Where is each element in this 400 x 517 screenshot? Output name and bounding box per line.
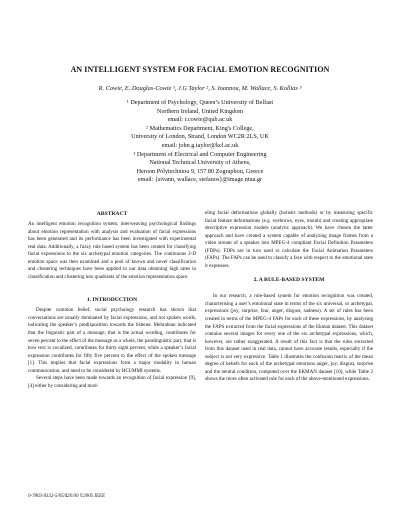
affiliations xyxy=(40,99,360,185)
introduction-paragraph: Several steps have been made towards an recognition of facial expression [9],[4] either by considering and mod- xyxy=(28,375,196,389)
author-list: R. Cowie, E. Douglas-Cowie ¹, J.G Taylor ², S. Ioannou, M. Wallace, S. Kollias ³ xyxy=(98,85,302,92)
introduction-continued: eling facial deformations globally (holistic methods) or by measuring specific facial feature deformations (e.g. eyebrows, eyes, mouth) and creating appropriate descriptive expression models (analytic approach). We have chosen the latter approach and have created a system capable of analyzing image frames from a video stream of a speaker into MPEG-4 compliant Facial Definition Parameters (FDPs). FDPs are in turn used to calculate the Facial Animation Parameters (FAPs). The FAPs can be used to classify a face with respect to the emotional state it expresses. xyxy=(205,210,373,269)
affiliation-email[interactable]: email: john.g.taylor@kcl.ac.uk xyxy=(161,141,239,149)
rule-based-heading: 2. A RULE-BASED SYSTEM xyxy=(253,277,325,284)
copyright-footer: 0-7803-9332-5/05/$20.00 ©2005 IEEE xyxy=(28,494,105,499)
abstract-heading: ABSTRACT xyxy=(96,211,128,217)
abstract-text: An intelligent emotion recognition system, interweaving psychological findings about emotion representation with analysis and evaluation of facial expressions has been generated and its performance has been investigated with experimental real data. Additionally, a fuzzy rule based system has been created for classifying facial expressions to the six archetypal emotion categories. The continuous 2-D emotion space was then examined and a pool of known and novel classification and clustering techniques have been applied to our data obtaining high rates in classification and clustering into quadrants of the emotion representation space. xyxy=(28,221,196,280)
paper-title: AN INTELLIGENT SYSTEM FOR FACIAL EMOTION RECOGNITION xyxy=(70,65,330,74)
affiliation-line: ³ Department of Electrical and Computer Engineering xyxy=(133,150,267,158)
affiliation-email[interactable]: email: {sivann, wallace, stefanos}@image.ntua.gr xyxy=(137,176,263,184)
right-column xyxy=(205,210,373,384)
left-column xyxy=(28,210,196,390)
affiliation-line: ² Mathematics Department, King's College, xyxy=(146,124,254,132)
affiliation-line: University of London, Strand, London WC2R 2LS, UK xyxy=(131,133,269,141)
rule-based-text: In our research, a rule-based system for emotion recognition was created, characterising a user’s emotional state in terms of the six universal, or archetypal, expressions (joy, surprise, fear, anger, disgust, sadness). A set of rules has been created in terms of the MPEG-4 FAPs for each of these expressions, by analysing the FAPS extracted from the facial expressions of the Ekman dataset. This dataset contains several images for every one of the six archetypal expressions, which, however, are rather exaggerated. A result of this fact is that the rules extracted from this dataset used in real data, cannot have accurate results, especially if the subject is not very expressive. Table 1 illustrates the confusion matrix of the mean degree of beliefs for each of the archetypal emotions anger, joy, disgust, surprise and the neutral condition, computed over the EKMAN dataset [10], while Table 2 shows the more often activated rule for each of the above-mentioned expressions. xyxy=(205,293,373,383)
affiliation-line: Northern Ireland, United Kingdom xyxy=(156,107,244,115)
affiliation-line: ¹ Department of Psychology, Queen’s University of Belfast xyxy=(126,99,274,106)
introduction-heading: 1. INTRODUCTION xyxy=(86,297,138,304)
affiliation-line: National Technical University of Athens, xyxy=(149,159,251,167)
affiliation-email[interactable]: email: r.cowie@qub.ac.uk xyxy=(167,116,233,124)
affiliation-line: Heroon Polytechniou 9, 157 80 Zographou, Greece xyxy=(136,167,264,175)
introduction-paragraph: Despite common belief, social psychology research has shown that conversations are usually dominated by facial expressions, and not spoken words, indicating the speaker’s predisposition towards the listener. Mehrabian indicated that the linguistic part of a message, that is the actual wording, contributes for seven percent to the effect of the message as a whole, the paralinguistic part, that is how text is vocalized, contributes for thirty eight percent, while a speaker’s facial expression contributes for fifty five percent to the effect of the spoken message [1]. This implies that facial expressions form a major modality in human communication, and need to be considered by HCI/MMI systems. xyxy=(28,307,196,374)
